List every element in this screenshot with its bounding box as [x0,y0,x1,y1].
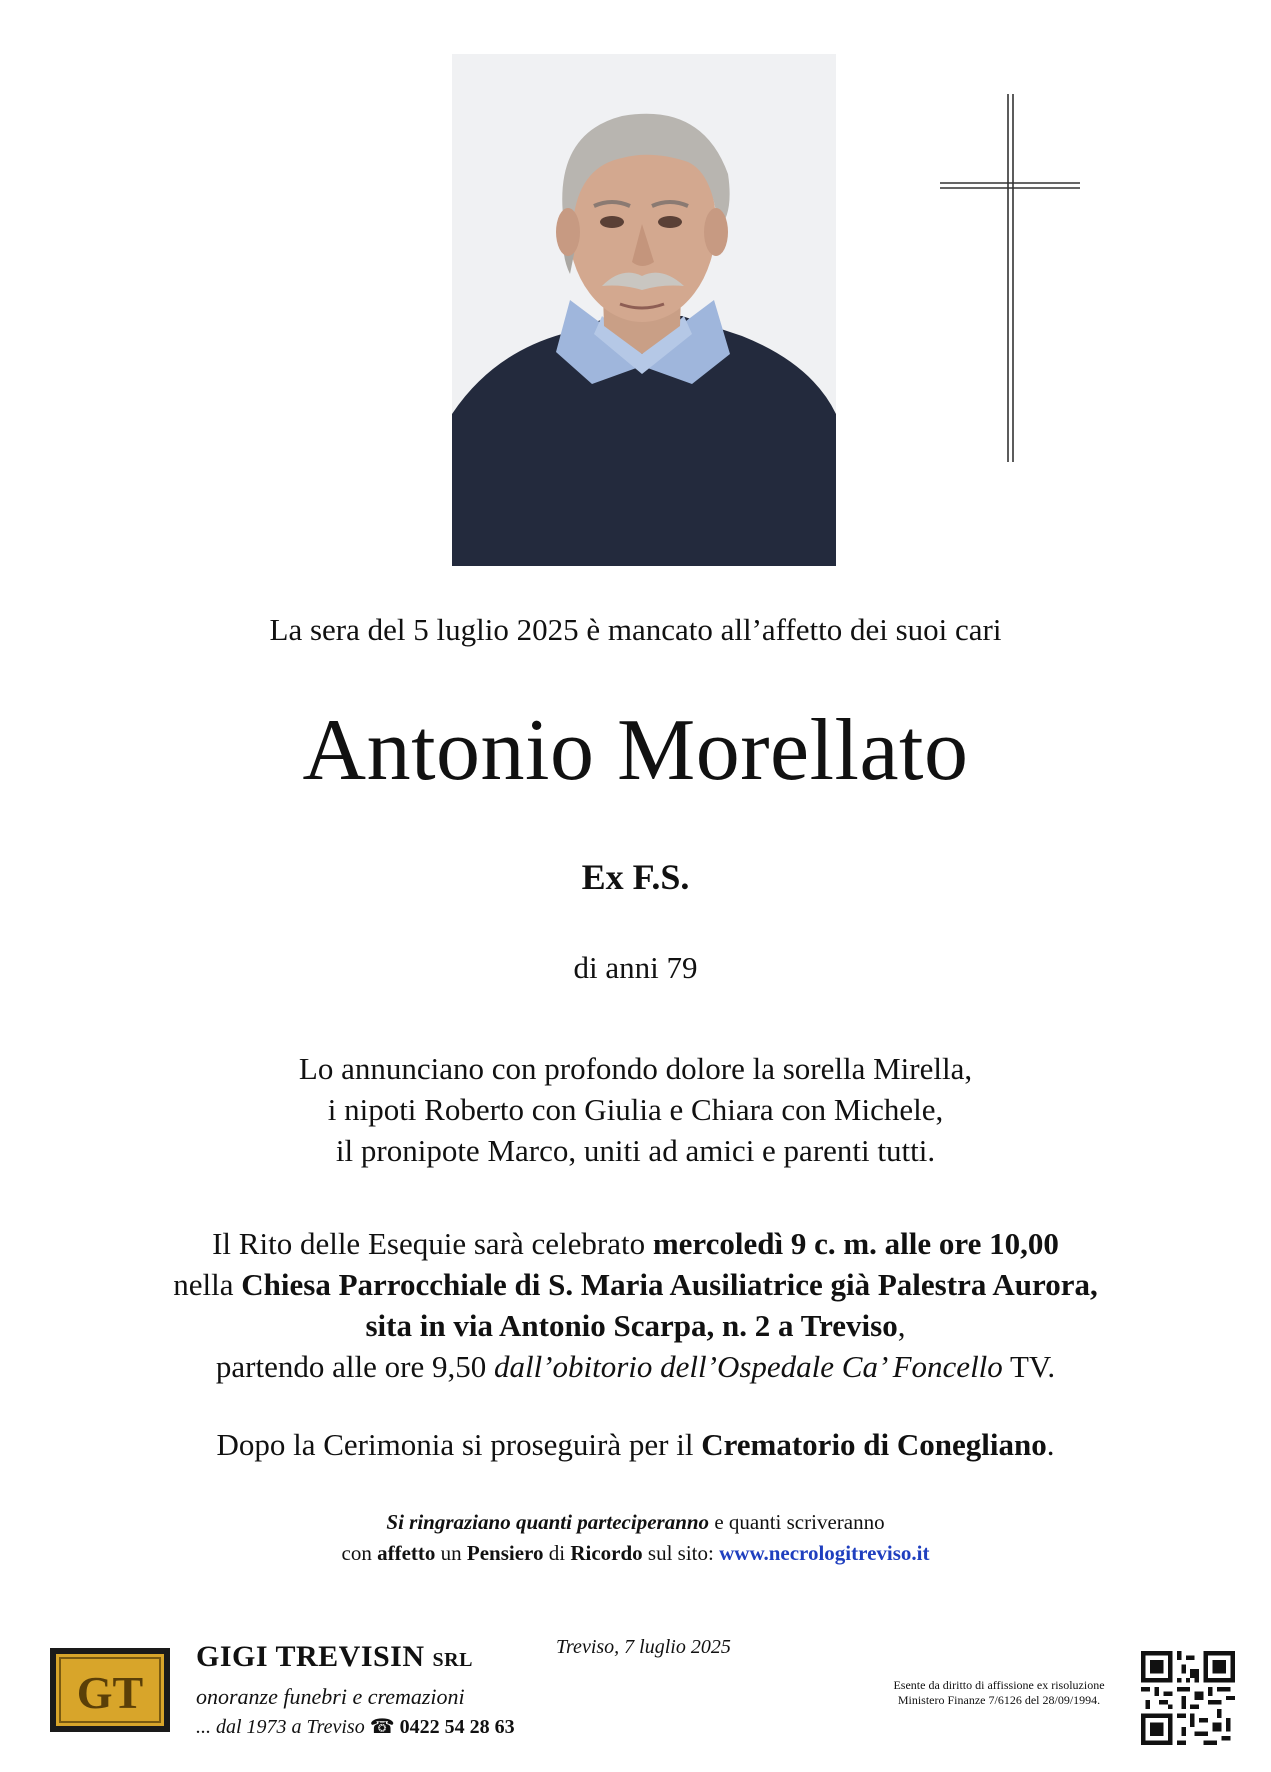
company-phone[interactable]: 0422 54 28 63 [399,1716,515,1738]
place-date: Treviso, 7 luglio 2025 [556,1636,731,1658]
funeral-line [0,1264,1271,1305]
thanks-text: Ricordo [570,1541,643,1565]
funeral-line [0,1346,1271,1387]
company-since: ... dal 1973 a Treviso [196,1716,365,1738]
after-ceremony [0,1424,1271,1465]
company-logo [50,1648,170,1732]
company-suffix: SRL [432,1649,473,1671]
funeral-text: Il Rito delle Esequie sarà celebrato [212,1226,653,1261]
thanks-text: e quanti scriveranno [709,1510,885,1534]
thanks-text: sul sito: [642,1541,720,1565]
funeral-text: nella [173,1267,242,1302]
exemption-line: Esente da diritto di affissione ex risoluzione [893,1678,1105,1692]
company-name-text: GIGI TREVISIN [196,1640,425,1673]
qr-code[interactable] [1141,1651,1235,1745]
after-ceremony-text: . [1046,1427,1055,1462]
funeral-date: mercoledì 9 c. m. alle ore 10,00 [652,1226,1059,1261]
website-link[interactable]: www.necrologitreviso.it [719,1541,930,1565]
announcement-line: il pronipote Marco, uniti ad amici e parenti tutti. [335,1133,936,1168]
telephone-icon: ☎ [369,1716,395,1738]
subtitle: Ex F.S. [581,857,690,897]
funeral-line [0,1223,1271,1264]
company-tagline: onoranze funebri e cremazioni [196,1684,465,1709]
church-name: Chiesa Parrocchiale di S. Maria Ausiliatrice già Palestra Aurora, [241,1267,1098,1302]
portrait-photo [452,54,836,566]
company-name [196,1640,473,1674]
announcement-line: Lo annunciano con profondo dolore la sorella Mirella, [298,1051,973,1086]
thanks-text: un [435,1541,467,1565]
intro-text: La sera del 5 luglio 2025 è mancato all’affetto dei suoi cari [269,612,1002,647]
thanks-text: con [341,1541,378,1565]
funeral-details [0,1223,1271,1387]
exemption-note [864,1678,1134,1708]
funeral-text: partendo alle ore 9,50 [215,1349,494,1384]
announcement [0,1048,1271,1171]
company-contact [196,1714,515,1739]
thanks-text: affetto [377,1541,436,1565]
thanks-note [0,1507,1271,1569]
funeral-text: , [897,1308,906,1343]
deceased-name: Antonio Morellato [302,702,969,799]
logo-text: GT [76,1667,144,1718]
departure-place: dall’obitorio dell’Ospedale Ca’ Foncello [493,1349,1003,1384]
thanks-text: Si ringraziano quanti parteciperanno [386,1510,710,1534]
age-text: di anni 79 [573,950,698,985]
funeral-text: TV. [1002,1349,1056,1384]
announcement-line: i nipoti Roberto con Giulia e Chiara con Michele, [327,1092,944,1127]
church-address: sita in via Antonio Scarpa, n. 2 a Treviso [365,1308,898,1343]
crematorium-name: Crematorio di Conegliano [701,1427,1047,1462]
cross-icon [940,94,1080,462]
funeral-line [0,1305,1271,1346]
after-ceremony-text: Dopo la Cerimonia si proseguirà per il [216,1427,702,1462]
thanks-text: Pensiero [466,1541,544,1565]
thanks-text: di [543,1541,571,1565]
exemption-line: Ministero Finanze 7/6126 del 28/09/1994. [897,1693,1101,1707]
